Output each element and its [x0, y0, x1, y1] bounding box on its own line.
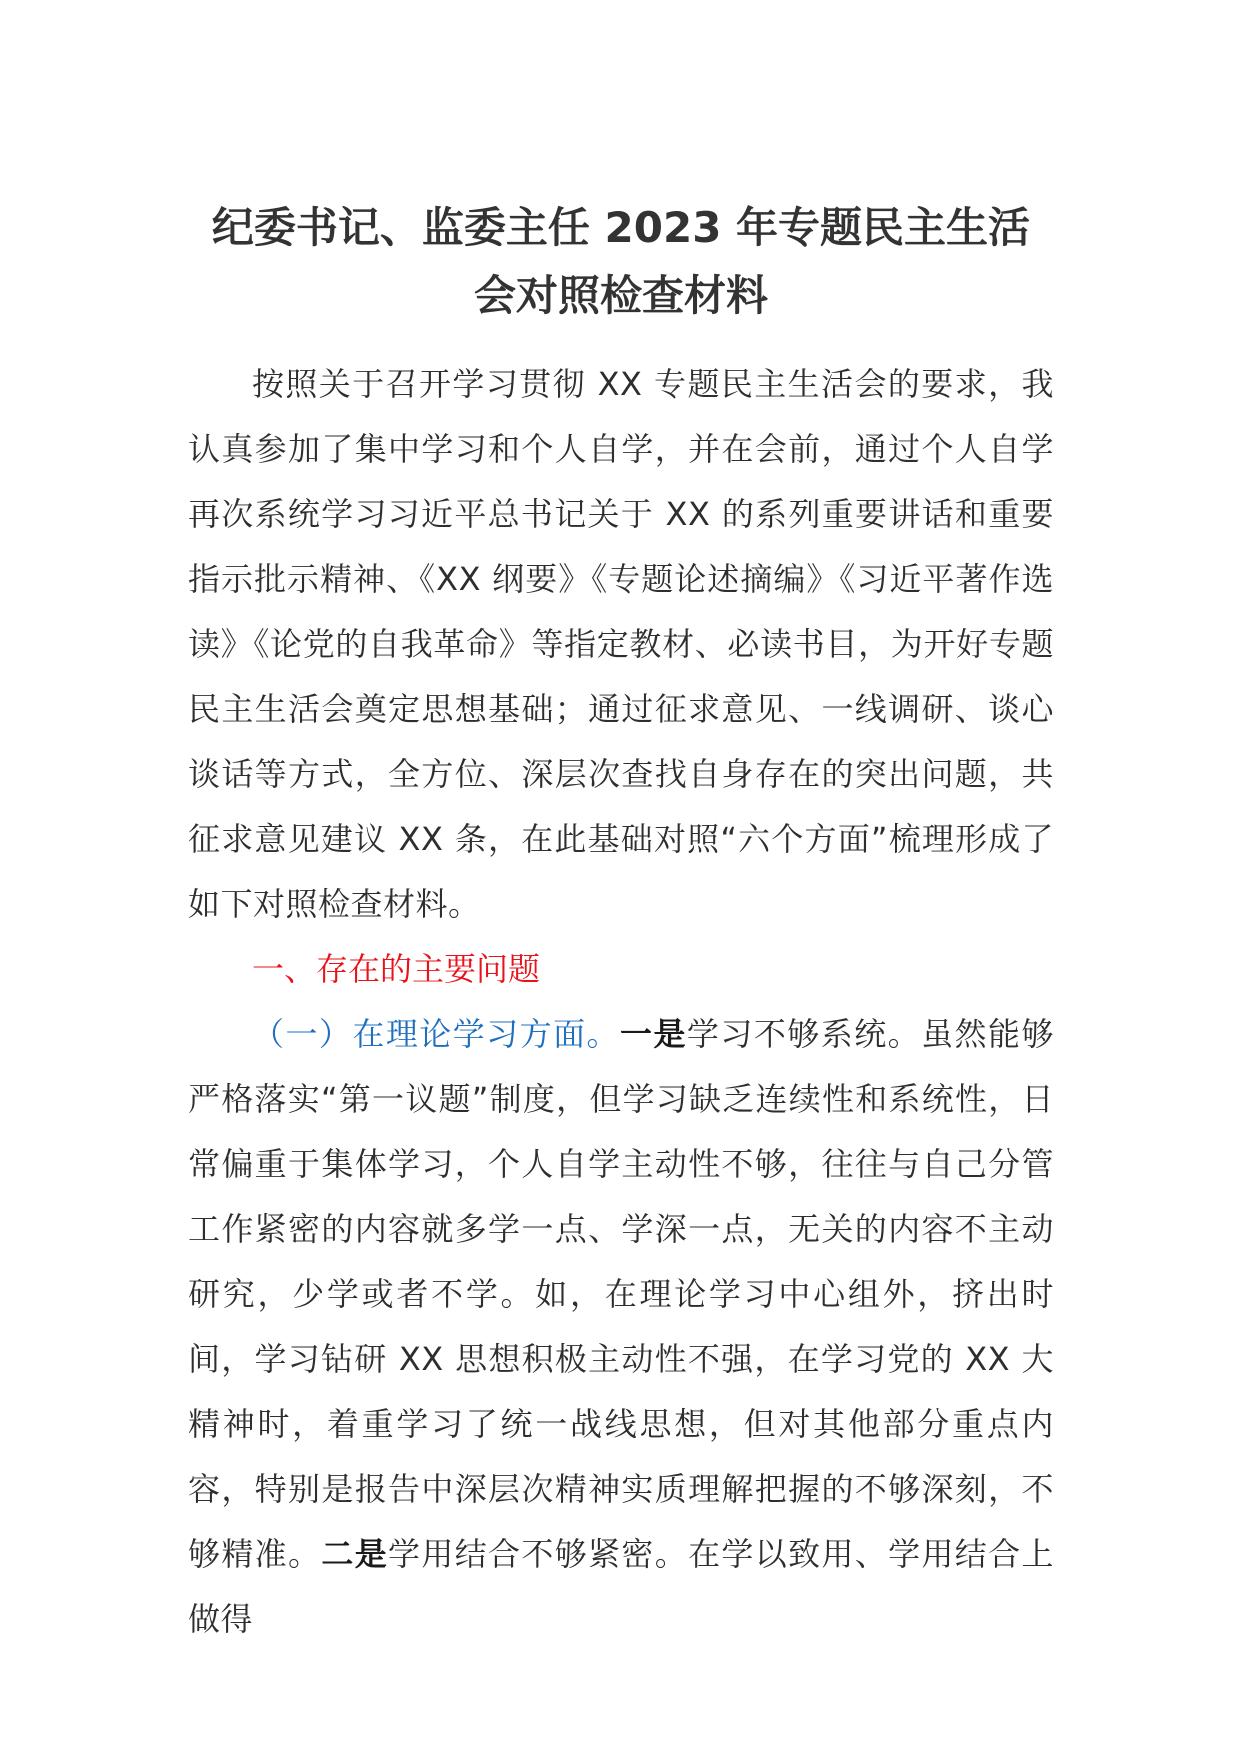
- point-1-label: 一是: [620, 1015, 687, 1053]
- theory-study-paragraph: [188, 1002, 1054, 1652]
- section-heading: 一、存在的主要问题: [252, 950, 541, 988]
- title-line-2: 会对照检查材料: [473, 271, 768, 320]
- document-content: [188, 194, 1054, 1652]
- point-2-label: 二是: [321, 1535, 389, 1573]
- intro-paragraph: 按照关于召开学习贯彻 XX 专题民主生活会的要求，我认真参加了集中学习和个人自学，并在会前，通过个人自学再次系统学习习近平总书记关于 XX 的系列重要讲话和重要指示批示精神、《XX 纲要》《专题论述摘编》《习近平著作选读》《论党的自我革命》等指定教材、必读书目，为开好专题民主生活会奠定思想基础；通过征求意见、一线调研、谈心谈话等方式，全方位、深层次查找自身存在的突出问题，共征求意见建议 XX 条，在此基础对照“六个方面”梳理形成了如下对照检查材料。: [188, 365, 1054, 923]
- point-2-text: 学用结合不够紧密。在学以致用、学用结合上做得: [188, 1535, 1054, 1638]
- title-line-1: 纪委书记、监委主任 2023 年专题民主生活: [211, 203, 1031, 252]
- document-title: [188, 194, 1054, 330]
- point-1-text: 学习不够系统。虽然能够严格落实“第一议题”制度，但学习缺乏连续性和系统性，日常偏重于集体学习，个人自学主动性不够，往往与自己分管工作紧密的内容就多学一点、学深一点，无关的内容不主动研究，少学或者不学。如，在理论学习中心组外，挤出时间，学习钻研 XX 思想积极主动性不强，在学习党的 XX 大精神时，着重学习了统一战线思想，但对其他部分重点内容，特别是报告中深层次精神实质理解把握的不够深刻，不够精准。: [188, 1015, 1054, 1573]
- subsection-heading: （一）在理论学习方面。: [252, 1015, 620, 1053]
